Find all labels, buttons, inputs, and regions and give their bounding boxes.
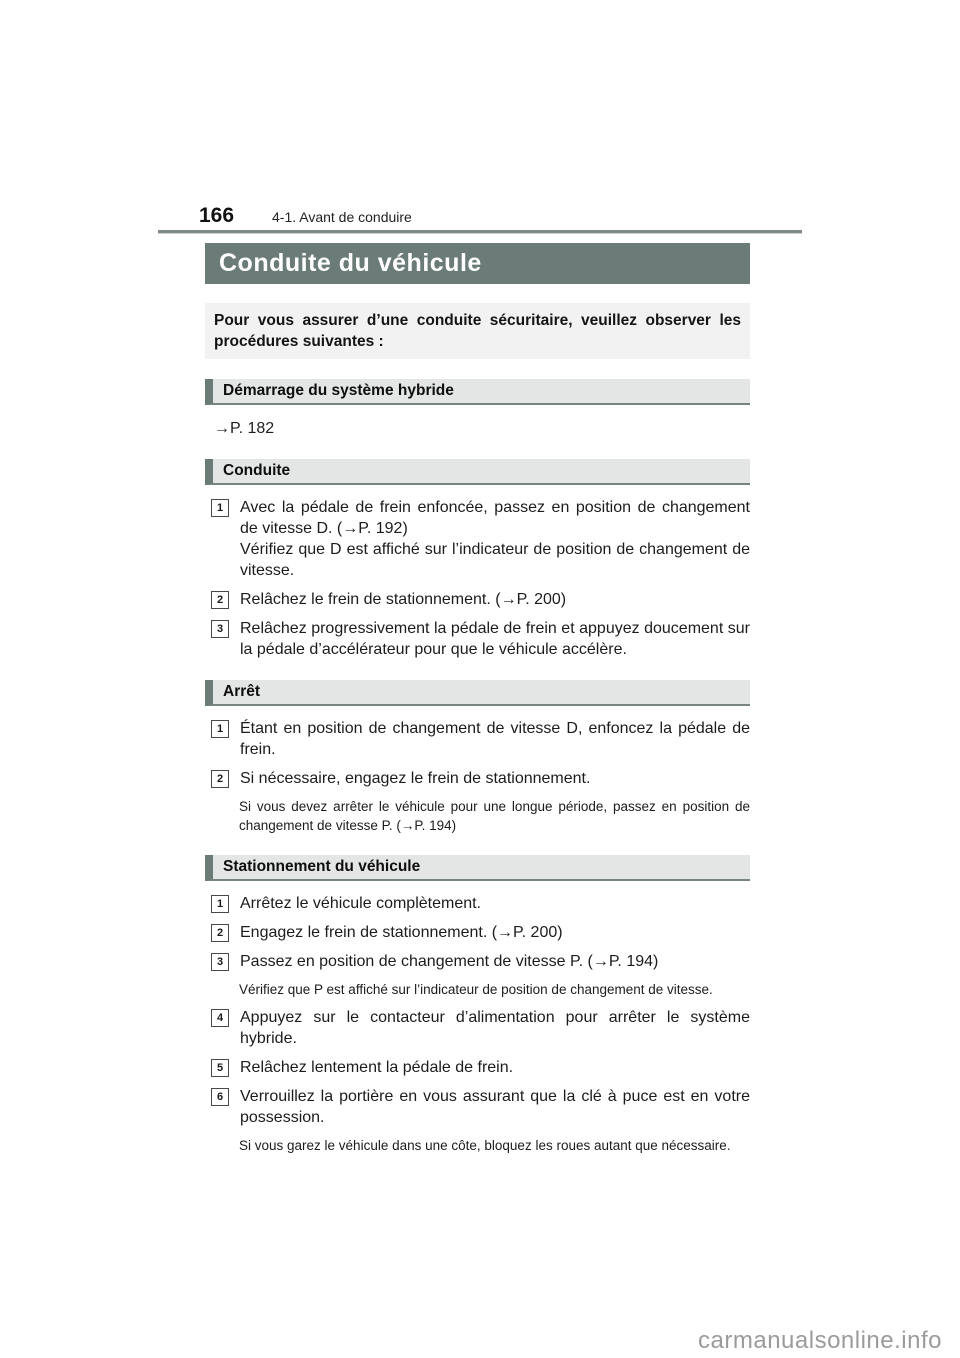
procedure-step [211,922,750,943]
intro-box [205,303,750,359]
step-text [240,1057,750,1078]
step-text [240,718,750,760]
watermark: carmanualsonline.info [698,1327,942,1354]
page-number: 166 [199,204,235,227]
step-paragraph: Passez en position de changement de vitesse P. (→P. 194) [240,953,659,970]
header-rule [158,230,802,234]
procedure-step [211,768,750,789]
step-note: Si vous garez le véhicule dans une côte, bloquez les roues autant que nécessaire. [239,1138,731,1153]
page-title-banner: Conduite du véhicule [205,243,750,284]
procedure-step [211,951,750,972]
step-paragraph: Appuyez sur le contacteur d’alimentation pour arrêter le système hybride. [240,1009,750,1047]
step-paragraph: Engagez le frein de stationnement. (→P. 200) [240,924,563,941]
procedure-step [211,497,750,581]
step-text [240,1086,750,1128]
step-number-box: 5 [211,1059,229,1077]
step-text [240,922,750,943]
step-note: Vérifiez que P est affiché sur l’indicateur de position de changement de vitesse. [239,982,713,997]
step-text [240,497,750,581]
step-text [240,768,750,789]
step-paragraph: Relâchez progressivement la pédale de frein et appuyez doucement sur la pédale d’accélérateur pour que le véhicule accélère. [240,620,750,658]
procedure-step [211,1057,750,1078]
section-heading: Démarrage du système hybride [205,379,750,405]
procedure-step [211,618,750,660]
procedure-step [211,1007,750,1049]
breadcrumb: 4-1. Avant de conduire [272,209,412,225]
step-paragraph: Relâchez le frein de stationnement. (→P. 200) [240,591,567,608]
section-heading: Conduite [205,459,750,485]
step-paragraph: Si nécessaire, engagez le frein de stationnement. [240,770,591,787]
section-heading: Arrêt [205,680,750,706]
procedure-step [211,589,750,610]
step-paragraph: Relâchez lentement la pédale de frein. [240,1059,514,1076]
step-number-box: 2 [211,770,229,788]
step-number-box: 4 [211,1009,229,1027]
step-number-box: 6 [211,1088,229,1106]
sections-container [205,379,750,1155]
manual-section [205,855,750,1155]
step-number-box: 2 [211,591,229,609]
step-paragraph: Vérifiez que D est affiché sur l’indicateur de position de changement de vitesse. [240,541,750,579]
step-number-box: 1 [211,720,229,738]
step-paragraph: Avec la pédale de frein enfoncée, passez en position de changement de vitesse D. (→P. 192) [240,499,750,537]
step-note: Si vous devez arrêter le véhicule pour une longue période, passez en position de changement de vitesse P. (→P. 194) [239,799,750,833]
step-paragraph: Verrouillez la portière en vous assurant que la clé à puce est en votre possession. [240,1088,750,1126]
step-text [240,618,750,660]
page-reference: →P. 182 [214,420,275,437]
manual-section [205,459,750,660]
step-paragraph: Arrêtez le véhicule complètement. [240,895,481,912]
section-heading: Stationnement du véhicule [205,855,750,881]
step-text [240,951,750,972]
step-text [240,893,750,914]
step-number-box: 1 [211,499,229,517]
step-number-box: 3 [211,620,229,638]
step-number-box: 2 [211,924,229,942]
procedure-step [211,1086,750,1128]
step-number-box: 1 [211,895,229,913]
manual-section [205,379,750,439]
step-paragraph: Étant en position de changement de vitesse D, enfoncez la pédale de frein. [240,720,750,758]
intro-text: Pour vous assurer d’une conduite sécuritaire, veuillez observer les procédures suivantes : [214,312,741,350]
content-column [205,243,750,1155]
manual-section [205,680,750,835]
procedure-step [211,718,750,760]
step-text [240,1007,750,1049]
step-number-box: 3 [211,953,229,971]
step-text [240,589,750,610]
procedure-step [211,893,750,914]
